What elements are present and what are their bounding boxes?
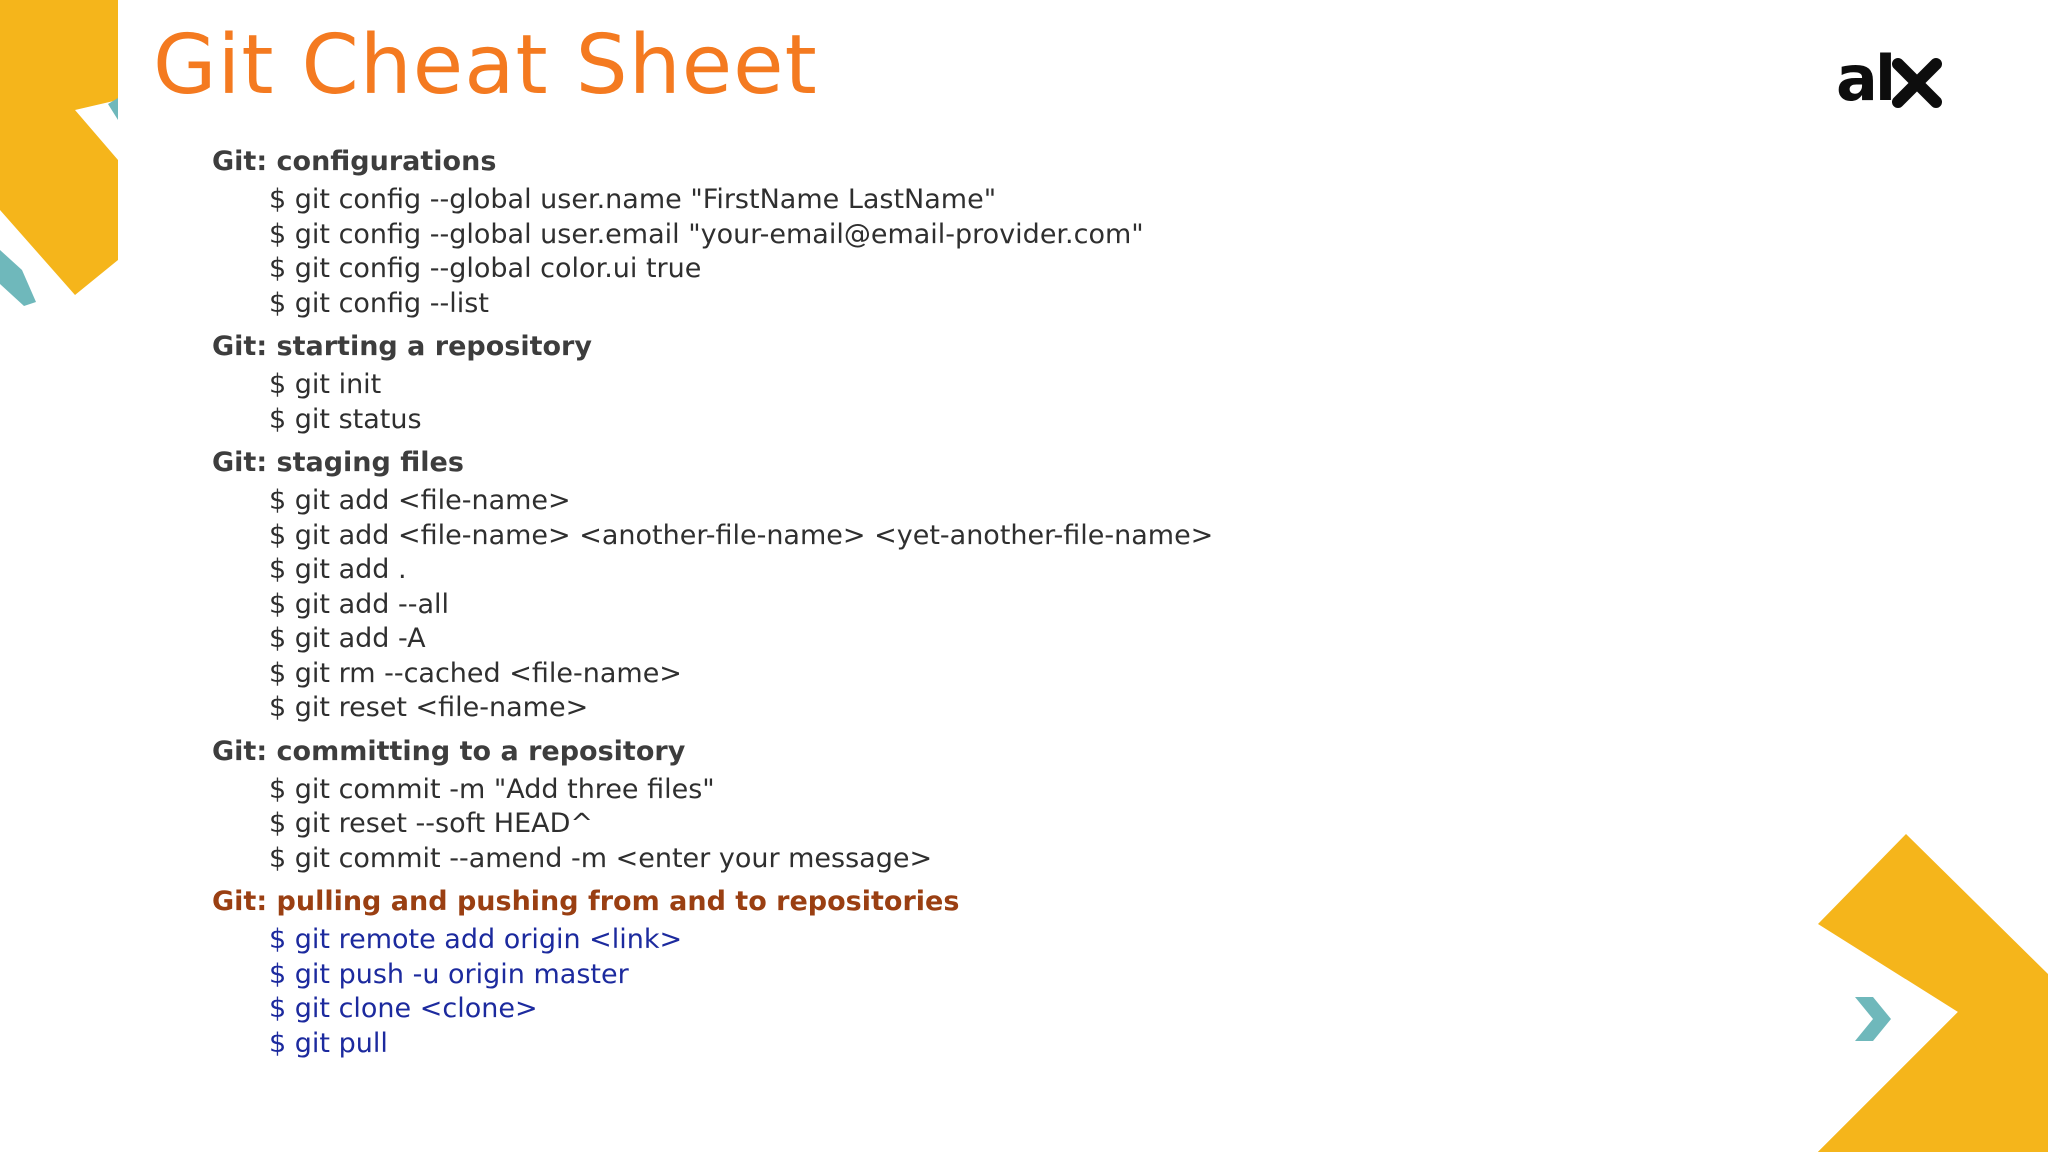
command-line: $ git add <file-name> <another-file-name> <yet-another-file-name> bbox=[269, 519, 1214, 551]
command-line: $ git remote add origin <link> bbox=[269, 924, 683, 955]
command-line: $ git reset <file-name> bbox=[269, 692, 589, 723]
section-heading: Git: starting a repository bbox=[212, 331, 592, 362]
svg-text:al: al bbox=[1836, 52, 1894, 108]
alx-logo-icon bbox=[1836, 52, 1942, 108]
command-line: $ git config --global color.ui true bbox=[269, 253, 702, 284]
alx-logo bbox=[1836, 52, 1942, 112]
command-list bbox=[212, 368, 1412, 437]
section bbox=[212, 329, 1412, 437]
command-list bbox=[212, 484, 1412, 726]
command-line: $ git config --global user.email "your-email@email-provider.com" bbox=[269, 218, 1144, 250]
section bbox=[212, 144, 1412, 321]
section-heading: Git: staging files bbox=[212, 447, 464, 478]
command-line: $ git config --global user.name "FirstName LastName" bbox=[269, 184, 997, 215]
command-line: $ git add --all bbox=[269, 588, 450, 620]
section bbox=[212, 884, 1412, 1061]
section bbox=[212, 445, 1412, 726]
command-line: $ git rm --cached <file-name> bbox=[269, 657, 682, 689]
command-line: $ git status bbox=[269, 403, 422, 435]
command-line: $ git commit -m "Add three files" bbox=[269, 773, 715, 805]
command-list bbox=[212, 183, 1412, 321]
command-line: $ git init bbox=[269, 369, 382, 400]
command-line: $ git clone <clone> bbox=[269, 993, 538, 1024]
teal-chevron-bottom-right-decoration bbox=[1855, 997, 1893, 1041]
command-list bbox=[212, 923, 1412, 1061]
command-line: $ git add <file-name> bbox=[269, 485, 571, 516]
command-line: $ git add . bbox=[269, 554, 407, 585]
command-line: $ git pull bbox=[269, 1027, 388, 1059]
section-heading: Git: configurations bbox=[212, 146, 497, 177]
command-line: $ git reset --soft HEAD^ bbox=[269, 808, 594, 839]
slide-title: Git Cheat Sheet bbox=[153, 18, 818, 113]
section bbox=[212, 734, 1412, 877]
section-heading: Git: committing to a repository bbox=[212, 735, 686, 767]
command-line: $ git commit --amend -m <enter your message> bbox=[269, 842, 933, 874]
cheat-sheet-content bbox=[212, 144, 1412, 1069]
command-line: $ git push -u origin master bbox=[269, 958, 629, 990]
teal-chevron-left-decoration bbox=[0, 250, 40, 310]
command-line: $ git config --list bbox=[269, 287, 489, 319]
command-list bbox=[212, 773, 1412, 877]
section-heading: Git: pulling and pushing from and to repositories bbox=[212, 886, 960, 917]
command-line: $ git add -A bbox=[269, 623, 426, 654]
yellow-x-bottom-right-decoration bbox=[1818, 834, 2048, 1152]
